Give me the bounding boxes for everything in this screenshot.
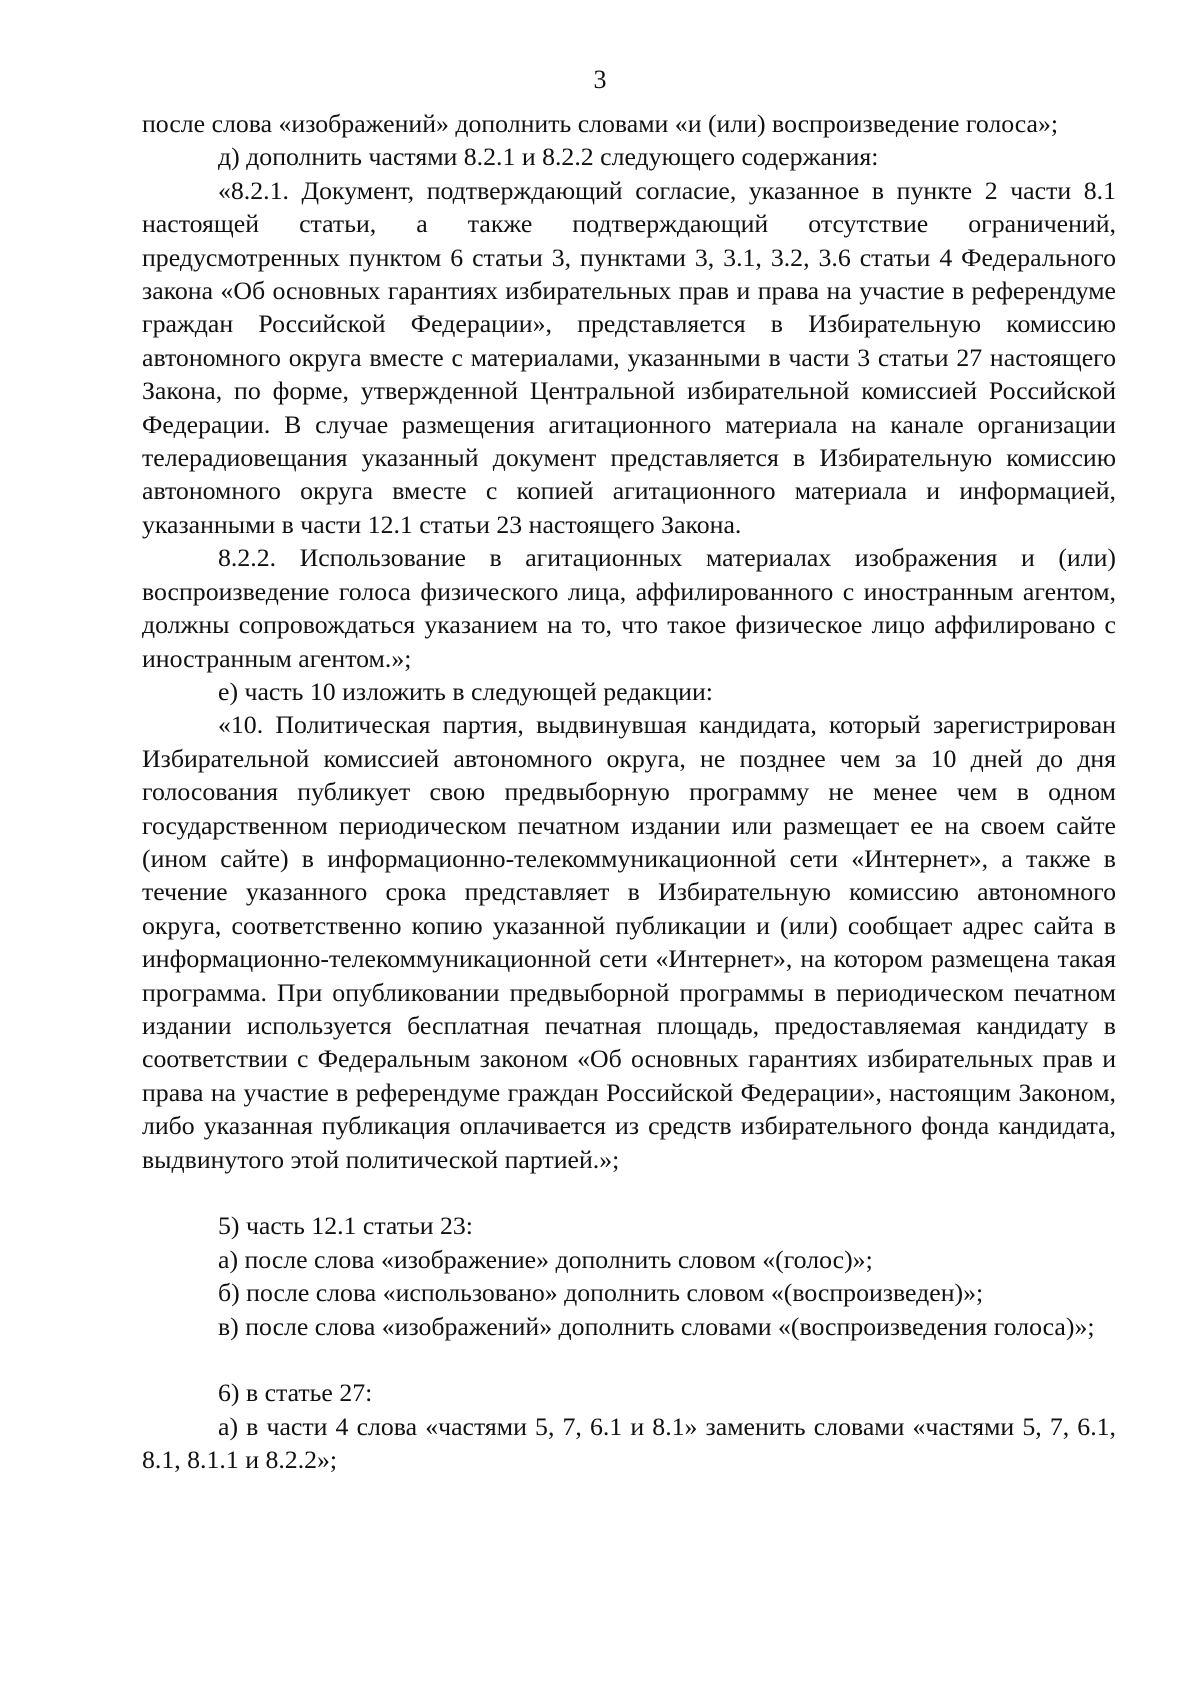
paragraph-5-b: б) после слова «использовано» дополнить словом «(воспроизведен)»; <box>218 1278 984 1308</box>
paragraph-8-2-1: «8.2.1. Документ, подтверждающий согласие, указанное в пункте 2 части 8.1 настоящей статьи, а также подтверждающий отсутствие ограничений, предусмотренных пунктом 6 статьи 3, пунктами 3, 3.1, 3.2, 3.6 статьи 4 Федерального закона «Об основных гарантиях избирательных прав и права на участие в референдуме граждан Российской Федерации», представляется в Избирательную комиссию автономного округа вместе с материалами, указанными в части 3 статьи 27 настоящего Закона, по форме, утвержденной Центральной избирательной комиссией Российской Федерации. В случае размещения агитационного материала на канале организации телерадиовещания указанный документ представляется в Избирательную комиссию автономного округа вместе с копией агитационного материала и информацией, указанными в части 12.1 статьи 23 настоящего Закона. <box>142 175 1116 539</box>
paragraph-item-d: д) дополнить частями 8.2.1 и 8.2.2 следующего содержания: <box>218 142 879 172</box>
paragraph-continuation: после слова «изображений» дополнить словами «и (или) воспроизведение голоса»; <box>142 109 1059 138</box>
paragraph-8-2-2: 8.2.2. Использование в агитационных материалах изображения и (или) воспроизведение голоса физического лица, аффилированного с иностранным агентом, должны сопровождаться указанием на то, что такое физическое лицо аффилировано с иностранным агентом.»; <box>142 543 1116 673</box>
paragraph-item-6: 6) в статье 27: <box>218 1378 373 1408</box>
paragraph-item-e: е) часть 10 изложить в следующей редакции: <box>218 676 713 706</box>
paragraph-item-5: 5) часть 12.1 статьи 23: <box>218 1211 473 1241</box>
paragraph-5-v: в) после слова «изображений» дополнить словами «(воспроизведения голоса)»; <box>218 1311 1095 1341</box>
page-number: 3 <box>593 65 607 94</box>
document-body <box>142 107 1116 1477</box>
paragraph-6-a: а) в части 4 слова «частями 5, 7, 6.1 и 8.1» заменить словами «частями 5, 7, 6.1, 8.1, 8.1.1 и 8.2.2»; <box>142 1411 1116 1475</box>
paragraph-5-a: а) после слова «изображение» дополнить словом «(голос)»; <box>218 1244 873 1274</box>
paragraph-part-10: «10. Политическая партия, выдвинувшая кандидата, который зарегистрирован Избирательной комиссией автономного округа, не позднее чем за 10 дней до дня голосования публикует свою предвыборную программу не менее чем в одном государственном периодическом печатном издании или размещает ее на своем сайте (ином сайте) в информационно-телекоммуникационной сети «Интернет», а также в течение указанного срока представляет в Избирательную комиссию автономного округа, соответственно копию указанной публикации и (или) сообщает адрес сайта в информационно-телекоммуникационной сети «Интернет», на котором размещена такая программа. При опубликовании предвыборной программы в периодическом печатном издании используется бесплатная печатная площадь, предоставляемая кандидату в соответствии с Федеральным законом «Об основных гарантиях избирательных прав и права на участие в референдуме граждан Российской Федерации», настоящим Законом, либо указанная публикация оплачивается из средств избирательного фонда кандидата, выдвинутого этой политической партией.»; <box>142 710 1116 1174</box>
